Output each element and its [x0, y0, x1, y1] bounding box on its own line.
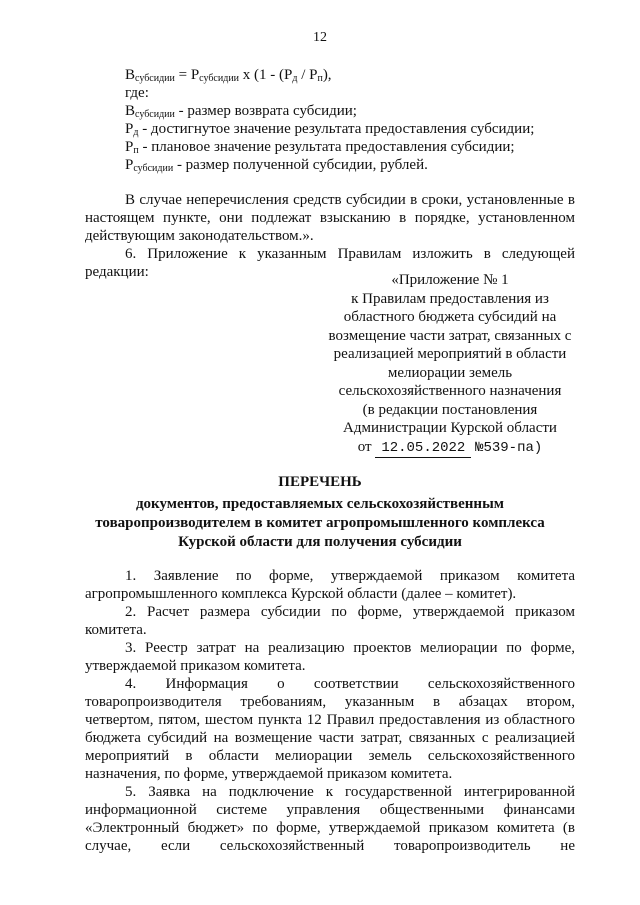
list-item-line: 4. Информация о соответствии сельскохозяйственного — [125, 676, 575, 692]
def-symbol: Р — [125, 139, 134, 155]
list-item-line: «Электронный бюджет» по форме, утверждаемой приказом комитета (в — [85, 820, 575, 836]
formula-sub-d: д — [292, 73, 298, 84]
list-subtitle-line: товаропроизводителем в комитет агропромышленного комплекса — [95, 515, 545, 531]
list-subtitle-line: Курской области для получения субсидии — [178, 534, 462, 550]
paragraph-line: редакции: — [85, 264, 149, 280]
formula — [125, 66, 332, 88]
list-item-line: 1. Заявление по форме, утверждаемой приказом комитета — [125, 568, 575, 584]
from-word: от — [357, 438, 372, 455]
paragraph-line: настоящем пункте, они подлежат взысканию в порядке, установленном — [85, 210, 575, 226]
where-label: где: — [125, 85, 149, 101]
appendix-date-line — [300, 438, 600, 459]
formula-sub-p: п — [317, 73, 323, 84]
def-text: - достигнутое значение результата предоставления субсидии; — [138, 121, 535, 137]
list-item-line: мероприятий в области мелиорации земель сельскохозяйственного — [85, 748, 575, 764]
appendix-line: возмещение части затрат, связанных с — [328, 327, 572, 344]
appendix-header — [300, 271, 600, 458]
formula-rhs-sub: субсидии — [199, 73, 240, 84]
appendix-line: реализацией мероприятий в области — [333, 346, 567, 362]
decree-date: 12.05.2022 — [375, 439, 471, 459]
appendix-line: «Приложение № 1 — [391, 272, 509, 288]
decree-number: №539-па) — [475, 439, 543, 456]
paragraph-line: 6. Приложение к указанным Правилам изложить в следующей — [125, 246, 575, 262]
list-item-line: утверждаемой приказом комитета. — [85, 658, 306, 674]
formula-lhs: В — [125, 67, 136, 83]
list-subtitle-line: документов, предоставляемых сельскохозяйственным — [135, 496, 505, 512]
list-item-line: бюджета субсидий на возмещение части затрат, связанных с реализацией — [85, 730, 575, 746]
def-text: - плановое значение результата предоставления субсидии; — [138, 139, 515, 155]
appendix-line: к Правилам предоставления из — [351, 290, 549, 307]
def-text: - размер полученной субсидии, рублей. — [173, 157, 428, 173]
formula-eq: = Р — [174, 67, 200, 83]
formula-close: ), — [322, 67, 332, 83]
formula-rhs: х (1 - (Р — [239, 67, 293, 83]
def-symbol: Р — [125, 157, 134, 173]
list-item-line: агропромышленного комплекса Курской области (далее – комитет). — [85, 586, 517, 602]
def-text: - размер возврата субсидии; — [174, 103, 357, 119]
list-item-line: четвертом, пятом, шестом пункта 12 Правил предоставления из областного — [85, 712, 575, 728]
list-item-line: случае, если сельскохозяйственный товаропроизводитель не — [85, 838, 575, 854]
list-heading: ПЕРЕЧЕНЬ — [278, 474, 362, 490]
formula-slash: / Р — [297, 67, 318, 83]
list-item-line: назначения, по форме, утверждаемой приказом комитета. — [85, 766, 453, 782]
formula-lhs-sub: субсидии — [135, 73, 175, 84]
page-number: 12 — [313, 30, 327, 45]
list-item-line: информационной системе управления общественными финансами — [85, 802, 575, 818]
list-item-line: товаропроизводителя требованиям, указанным в абзацах втором, — [85, 694, 575, 710]
list-item-line: комитета. — [85, 622, 147, 638]
paragraph-line: действующим законодательством.». — [85, 228, 314, 244]
paragraph-line: В случае неперечисления средств субсидии в сроки, установленные в — [125, 192, 575, 208]
def-subscript: п — [133, 145, 139, 156]
list-item-line: 5. Заявка на подключение к государственной интегрированной — [125, 784, 575, 800]
appendix-line: сельскохозяйственного назначения — [338, 383, 562, 399]
appendix-line: областного бюджета субсидий на — [343, 309, 557, 325]
def-symbol: В — [125, 103, 136, 119]
def-subscript: субсидии — [133, 163, 174, 174]
def-subscript: д — [133, 127, 139, 138]
appendix-line: Администрации Курской области — [343, 420, 557, 436]
def-symbol: Р — [125, 121, 134, 137]
list-item-line: 3. Реестр затрат на реализацию проектов мелиорации по форме, — [125, 640, 575, 656]
appendix-line: (в редакции постановления — [362, 401, 538, 418]
def-subscript: субсидии — [135, 109, 175, 120]
list-item-line: 2. Расчет размера субсидии по форме, утверждаемой приказом — [125, 604, 575, 620]
appendix-line: мелиорации земель — [387, 364, 513, 381]
definition-line — [125, 156, 428, 178]
